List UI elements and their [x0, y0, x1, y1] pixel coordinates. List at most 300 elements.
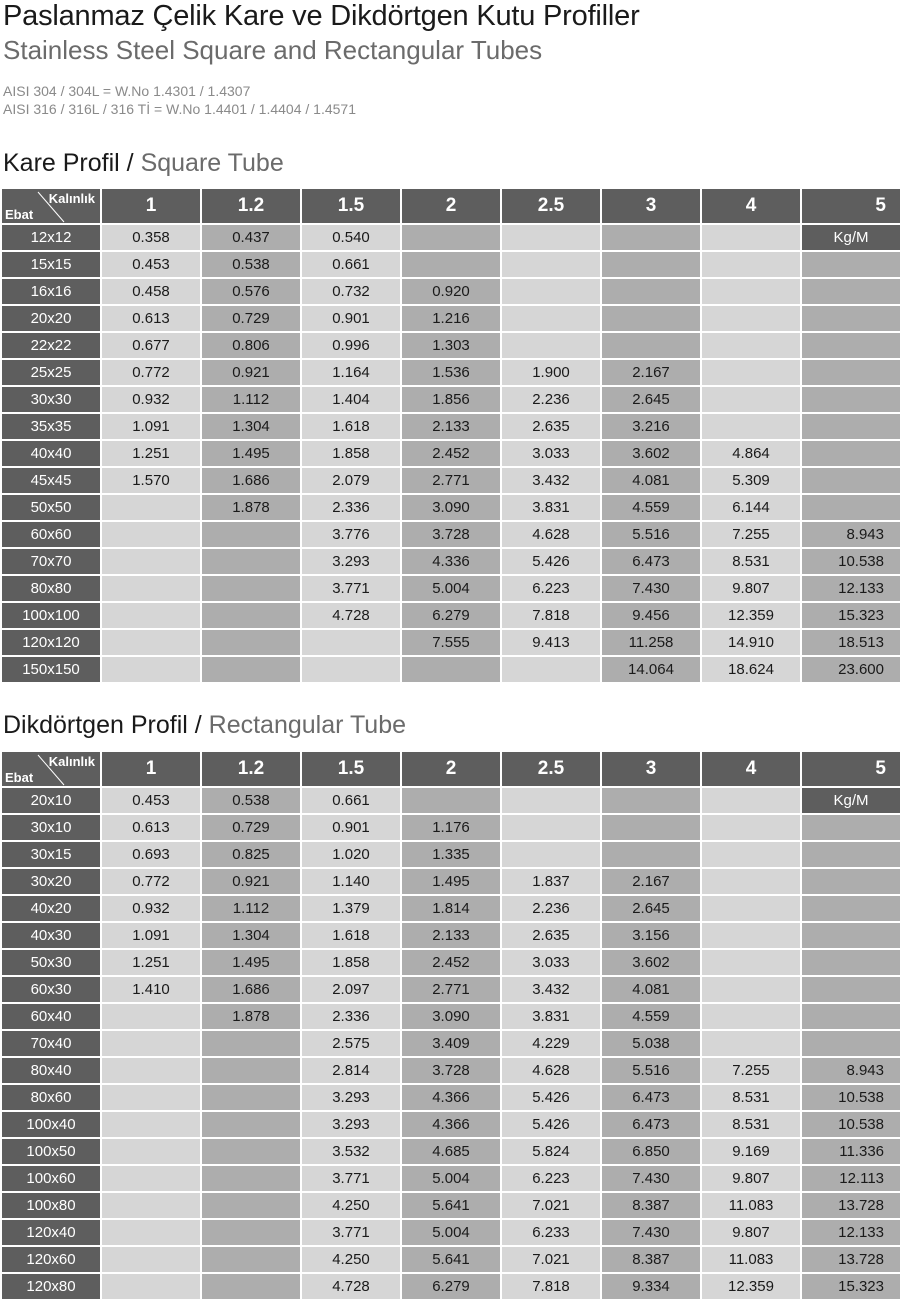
weight-cell: 11.258 — [602, 630, 702, 657]
weight-cell — [802, 468, 900, 495]
table-row — [2, 815, 900, 842]
weight-cell: 0.920 — [402, 279, 502, 306]
weight-cell: 5.516 — [602, 522, 702, 549]
table-row — [2, 923, 900, 950]
weight-cell: 9.807 — [702, 1166, 802, 1193]
row-size-label: 30x10 — [2, 815, 102, 842]
weight-cell — [502, 306, 602, 333]
weight-cell: 1.495 — [402, 869, 502, 896]
weight-cell: 8.531 — [702, 1112, 802, 1139]
weight-cell: 1.091 — [102, 414, 202, 441]
weight-cell: 1.140 — [302, 869, 402, 896]
weight-cell: 0.538 — [202, 788, 302, 815]
weight-cell: 1.900 — [502, 360, 602, 387]
weight-cell — [202, 1166, 302, 1193]
weight-cell: 0.729 — [202, 815, 302, 842]
square-section-heading — [3, 147, 284, 179]
weight-cell: 0.729 — [202, 306, 302, 333]
weight-cell: 5.641 — [402, 1247, 502, 1274]
weight-cell: 1.878 — [202, 495, 302, 522]
page-subtitle: Stainless Steel Square and Rectangular Tubes — [3, 35, 543, 65]
weight-cell: 7.430 — [602, 576, 702, 603]
weight-cell — [702, 414, 802, 441]
weight-cell: 5.004 — [402, 576, 502, 603]
table-header-row — [2, 752, 900, 788]
weight-cell — [602, 788, 702, 815]
row-size-label: 120x40 — [2, 1220, 102, 1247]
weight-cell: 7.255 — [702, 522, 802, 549]
weight-cell — [702, 896, 802, 923]
row-size-label: 30x30 — [2, 387, 102, 414]
weight-cell: 4.728 — [302, 1274, 402, 1301]
row-size-label: 30x15 — [2, 842, 102, 869]
row-size-label: 25x25 — [2, 360, 102, 387]
weight-cell: 8.943 — [802, 1058, 900, 1085]
corner-size-label: Ebat — [5, 207, 34, 222]
weight-cell: 0.901 — [302, 815, 402, 842]
weight-cell: 9.807 — [702, 1220, 802, 1247]
weight-cell — [202, 1220, 302, 1247]
weight-cell — [802, 360, 900, 387]
table-row — [2, 252, 900, 279]
weight-cell: 4.250 — [302, 1193, 402, 1220]
weight-cell: 3.728 — [402, 522, 502, 549]
weight-cell: 2.097 — [302, 977, 402, 1004]
weight-cell: 13.728 — [802, 1247, 900, 1274]
weight-cell: 7.255 — [702, 1058, 802, 1085]
weight-cell: 0.661 — [302, 788, 402, 815]
weight-cell — [502, 842, 602, 869]
weight-cell: 7.430 — [602, 1166, 702, 1193]
weight-cell — [802, 896, 900, 923]
weight-cell — [602, 306, 702, 333]
weight-cell: 0.358 — [102, 225, 202, 252]
weight-cell — [302, 657, 402, 684]
weight-cell: 2.079 — [302, 468, 402, 495]
weight-cell: 1.686 — [202, 977, 302, 1004]
weight-cell — [702, 1031, 802, 1058]
weight-cell: 1.251 — [102, 441, 202, 468]
weight-cell — [802, 252, 900, 279]
weight-cell: 0.932 — [102, 387, 202, 414]
weight-cell — [702, 225, 802, 252]
weight-cell — [602, 815, 702, 842]
weight-cell — [802, 869, 900, 896]
weight-cell: 1.878 — [202, 1004, 302, 1031]
weight-cell — [202, 522, 302, 549]
weight-cell: 1.856 — [402, 387, 502, 414]
weight-cell — [102, 495, 202, 522]
weight-cell — [102, 1220, 202, 1247]
table-row — [2, 495, 900, 522]
weight-cell: 4.685 — [402, 1139, 502, 1166]
weight-cell: 2.133 — [402, 923, 502, 950]
weight-cell: 3.602 — [602, 950, 702, 977]
table-row — [2, 630, 900, 657]
weight-cell: 6.223 — [502, 576, 602, 603]
weight-cell: 5.004 — [402, 1166, 502, 1193]
weight-cell — [602, 252, 702, 279]
weight-cell: 6.473 — [602, 549, 702, 576]
weight-cell: 15.323 — [802, 1274, 900, 1301]
weight-cell: 7.818 — [502, 1274, 602, 1301]
corner-size-label: Ebat — [5, 770, 34, 785]
row-size-label: 80x60 — [2, 1085, 102, 1112]
weight-cell: 3.216 — [602, 414, 702, 441]
thickness-header-1: 1 — [102, 752, 202, 788]
weight-cell: 3.432 — [502, 977, 602, 1004]
table-row — [2, 1166, 900, 1193]
table-row — [2, 657, 900, 684]
row-size-label: 15x15 — [2, 252, 102, 279]
weight-cell: 12.133 — [802, 576, 900, 603]
weight-cell — [402, 252, 502, 279]
weight-cell — [102, 1247, 202, 1274]
weight-cell: 0.901 — [302, 306, 402, 333]
row-size-label: 40x40 — [2, 441, 102, 468]
weight-cell: 1.091 — [102, 923, 202, 950]
weight-cell: 2.814 — [302, 1058, 402, 1085]
weight-cell: 4.250 — [302, 1247, 402, 1274]
weight-cell: 5.824 — [502, 1139, 602, 1166]
weight-cell: 3.293 — [302, 1112, 402, 1139]
weight-cell: 2.336 — [302, 1004, 402, 1031]
weight-cell: 23.600 — [802, 657, 900, 684]
weight-cell: 3.771 — [302, 1220, 402, 1247]
weight-cell: 9.334 — [602, 1274, 702, 1301]
table-corner-cell — [2, 189, 102, 225]
weight-cell: 1.858 — [302, 950, 402, 977]
table-row — [2, 549, 900, 576]
weight-cell — [502, 788, 602, 815]
weight-cell — [502, 252, 602, 279]
weight-cell: 6.223 — [502, 1166, 602, 1193]
square-heading-en: Square Tube — [140, 149, 284, 177]
weight-cell — [702, 279, 802, 306]
weight-cell: 12.113 — [802, 1166, 900, 1193]
weight-cell: 3.831 — [502, 495, 602, 522]
weight-cell: 0.921 — [202, 869, 302, 896]
weight-cell — [702, 788, 802, 815]
weight-cell: 0.825 — [202, 842, 302, 869]
weight-cell — [802, 387, 900, 414]
weight-cell — [202, 1112, 302, 1139]
table-row — [2, 788, 900, 815]
table-row — [2, 950, 900, 977]
weight-cell — [102, 1085, 202, 1112]
weight-cell: 4.366 — [402, 1085, 502, 1112]
weight-cell — [702, 977, 802, 1004]
weight-cell: 18.513 — [802, 630, 900, 657]
weight-cell: 0.540 — [302, 225, 402, 252]
weight-cell: 1.304 — [202, 414, 302, 441]
rectangular-heading-en: Rectangular Tube — [208, 711, 407, 739]
weight-cell: 2.452 — [402, 441, 502, 468]
weight-cell — [102, 1274, 202, 1301]
weight-cell: 12.359 — [702, 603, 802, 630]
square-tube-table — [2, 189, 900, 684]
weight-cell: 9.456 — [602, 603, 702, 630]
thickness-header-3: 3 — [602, 752, 702, 788]
weight-cell — [202, 630, 302, 657]
weight-cell: 5.004 — [402, 1220, 502, 1247]
weight-cell — [102, 1139, 202, 1166]
weight-cell: 4.081 — [602, 977, 702, 1004]
table-corner-cell — [2, 752, 102, 788]
row-size-label: 70x40 — [2, 1031, 102, 1058]
weight-cell: 1.335 — [402, 842, 502, 869]
weight-cell — [402, 788, 502, 815]
weight-cell: 2.645 — [602, 896, 702, 923]
weight-cell — [202, 1058, 302, 1085]
weight-cell — [102, 1031, 202, 1058]
weight-cell — [802, 842, 900, 869]
weight-cell: 11.083 — [702, 1193, 802, 1220]
weight-cell — [802, 333, 900, 360]
weight-cell: 8.387 — [602, 1247, 702, 1274]
weight-cell: 3.432 — [502, 468, 602, 495]
table-row — [2, 1004, 900, 1031]
weight-cell: 0.453 — [102, 788, 202, 815]
weight-cell: 2.236 — [502, 387, 602, 414]
table-row — [2, 896, 900, 923]
rectangular-tube-table — [2, 752, 900, 1301]
weight-cell: 3.156 — [602, 923, 702, 950]
row-size-label: 20x20 — [2, 306, 102, 333]
weight-cell — [102, 522, 202, 549]
weight-cell — [502, 815, 602, 842]
weight-cell: 2.645 — [602, 387, 702, 414]
weight-cell: 5.516 — [602, 1058, 702, 1085]
table-row — [2, 869, 900, 896]
row-size-label: 50x30 — [2, 950, 102, 977]
weight-cell: 2.575 — [302, 1031, 402, 1058]
weight-cell — [802, 414, 900, 441]
weight-cell — [202, 549, 302, 576]
thickness-header-2: 2 — [402, 189, 502, 225]
weight-cell: 0.437 — [202, 225, 302, 252]
row-size-label: 45x45 — [2, 468, 102, 495]
weight-cell: 2.336 — [302, 495, 402, 522]
weight-cell: 1.837 — [502, 869, 602, 896]
row-size-label: 16x16 — [2, 279, 102, 306]
row-size-label: 100x50 — [2, 1139, 102, 1166]
weight-cell: 8.531 — [702, 1085, 802, 1112]
row-size-label: 60x30 — [2, 977, 102, 1004]
weight-cell: 10.538 — [802, 1085, 900, 1112]
weight-cell: 1.112 — [202, 896, 302, 923]
weight-cell: 13.728 — [802, 1193, 900, 1220]
weight-cell — [502, 225, 602, 252]
weight-cell: 18.624 — [702, 657, 802, 684]
weight-cell — [802, 279, 900, 306]
weight-cell: 1.536 — [402, 360, 502, 387]
weight-cell: 7.021 — [502, 1247, 602, 1274]
table-row — [2, 1247, 900, 1274]
weight-cell: 1.164 — [302, 360, 402, 387]
weight-cell — [702, 815, 802, 842]
weight-cell: 1.404 — [302, 387, 402, 414]
row-size-label: 22x22 — [2, 333, 102, 360]
weight-cell: 0.693 — [102, 842, 202, 869]
row-size-label: 100x40 — [2, 1112, 102, 1139]
weight-cell: 4.559 — [602, 495, 702, 522]
table-row — [2, 468, 900, 495]
thickness-header-3: 3 — [602, 189, 702, 225]
weight-cell: 11.336 — [802, 1139, 900, 1166]
table-row — [2, 441, 900, 468]
weight-cell — [402, 225, 502, 252]
weight-cell: 4.628 — [502, 1058, 602, 1085]
weight-cell — [402, 657, 502, 684]
thickness-header-5: 5 — [802, 752, 900, 788]
weight-cell: 1.216 — [402, 306, 502, 333]
weight-cell: 1.176 — [402, 815, 502, 842]
weight-cell: 0.932 — [102, 896, 202, 923]
weight-cell — [702, 306, 802, 333]
weight-cell — [302, 630, 402, 657]
table-row — [2, 414, 900, 441]
table-row — [2, 279, 900, 306]
weight-cell — [202, 603, 302, 630]
weight-cell — [802, 441, 900, 468]
weight-cell — [802, 1004, 900, 1031]
weight-cell: 6.473 — [602, 1085, 702, 1112]
weight-cell — [102, 603, 202, 630]
table-header-row — [2, 189, 900, 225]
weight-cell — [102, 576, 202, 603]
weight-cell: 3.090 — [402, 1004, 502, 1031]
weight-cell: 0.661 — [302, 252, 402, 279]
weight-cell — [802, 1031, 900, 1058]
table-row — [2, 225, 900, 252]
unit-label: Kg/M — [802, 225, 900, 252]
weight-cell: 9.169 — [702, 1139, 802, 1166]
weight-cell: 3.771 — [302, 576, 402, 603]
thickness-header-2: 2 — [402, 752, 502, 788]
weight-cell: 5.426 — [502, 549, 602, 576]
thickness-header-1.5: 1.5 — [302, 189, 402, 225]
weight-cell: 3.293 — [302, 1085, 402, 1112]
weight-cell — [202, 1139, 302, 1166]
row-size-label: 60x60 — [2, 522, 102, 549]
unit-label: Kg/M — [802, 788, 900, 815]
table-row — [2, 842, 900, 869]
weight-cell: 0.613 — [102, 815, 202, 842]
weight-cell: 3.033 — [502, 441, 602, 468]
weight-cell: 0.538 — [202, 252, 302, 279]
weight-cell — [802, 306, 900, 333]
table-row — [2, 360, 900, 387]
weight-cell — [102, 1193, 202, 1220]
row-size-label: 80x40 — [2, 1058, 102, 1085]
weight-cell — [502, 333, 602, 360]
weight-cell: 1.020 — [302, 842, 402, 869]
row-size-label: 20x10 — [2, 788, 102, 815]
rectangular-heading-tr: Dikdörtgen Profil / — [3, 711, 202, 739]
thickness-header-1: 1 — [102, 189, 202, 225]
thickness-header-1.2: 1.2 — [202, 752, 302, 788]
weight-cell: 10.538 — [802, 549, 900, 576]
weight-cell — [802, 950, 900, 977]
thickness-header-4: 4 — [702, 189, 802, 225]
weight-cell: 2.635 — [502, 923, 602, 950]
weight-cell: 0.613 — [102, 306, 202, 333]
weight-cell: 3.776 — [302, 522, 402, 549]
weight-cell: 2.771 — [402, 468, 502, 495]
weight-cell: 8.531 — [702, 549, 802, 576]
thickness-header-1.5: 1.5 — [302, 752, 402, 788]
corner-thickness-label: Kalınlık — [48, 191, 95, 206]
weight-cell: 1.570 — [102, 468, 202, 495]
weight-cell: 3.728 — [402, 1058, 502, 1085]
weight-cell — [502, 657, 602, 684]
weight-cell — [702, 1004, 802, 1031]
table-row — [2, 1085, 900, 1112]
row-size-label: 120x60 — [2, 1247, 102, 1274]
weight-cell: 0.996 — [302, 333, 402, 360]
weight-cell: 0.453 — [102, 252, 202, 279]
weight-cell: 2.133 — [402, 414, 502, 441]
table-row — [2, 1139, 900, 1166]
weight-cell: 1.303 — [402, 333, 502, 360]
weight-cell: 3.090 — [402, 495, 502, 522]
weight-cell: 11.083 — [702, 1247, 802, 1274]
weight-cell: 0.576 — [202, 279, 302, 306]
weight-cell: 1.410 — [102, 977, 202, 1004]
table-row — [2, 576, 900, 603]
weight-cell — [702, 252, 802, 279]
weight-cell: 7.818 — [502, 603, 602, 630]
weight-cell — [202, 1085, 302, 1112]
weight-cell: 3.831 — [502, 1004, 602, 1031]
weight-cell: 10.538 — [802, 1112, 900, 1139]
weight-cell — [802, 977, 900, 1004]
weight-cell: 1.495 — [202, 441, 302, 468]
table-row — [2, 387, 900, 414]
weight-cell: 5.641 — [402, 1193, 502, 1220]
square-heading-tr: Kare Profil / — [3, 149, 134, 177]
table-row — [2, 1193, 900, 1220]
weight-cell: 1.814 — [402, 896, 502, 923]
weight-cell: 4.081 — [602, 468, 702, 495]
weight-cell: 15.323 — [802, 603, 900, 630]
row-size-label: 60x40 — [2, 1004, 102, 1031]
weight-cell: 8.943 — [802, 522, 900, 549]
weight-cell — [102, 657, 202, 684]
table-row — [2, 603, 900, 630]
table-row — [2, 333, 900, 360]
row-size-label: 80x80 — [2, 576, 102, 603]
row-size-label: 120x80 — [2, 1274, 102, 1301]
table-row — [2, 1220, 900, 1247]
weight-cell — [202, 657, 302, 684]
weight-cell: 0.772 — [102, 869, 202, 896]
weight-cell: 1.379 — [302, 896, 402, 923]
weight-cell: 1.112 — [202, 387, 302, 414]
weight-cell — [602, 333, 702, 360]
weight-cell: 3.771 — [302, 1166, 402, 1193]
weight-cell: 12.133 — [802, 1220, 900, 1247]
row-size-label: 100x60 — [2, 1166, 102, 1193]
weight-cell: 6.233 — [502, 1220, 602, 1247]
weight-cell: 6.144 — [702, 495, 802, 522]
weight-cell — [202, 1193, 302, 1220]
weight-cell — [602, 842, 702, 869]
table-row — [2, 1112, 900, 1139]
row-size-label: 120x120 — [2, 630, 102, 657]
weight-cell — [702, 842, 802, 869]
